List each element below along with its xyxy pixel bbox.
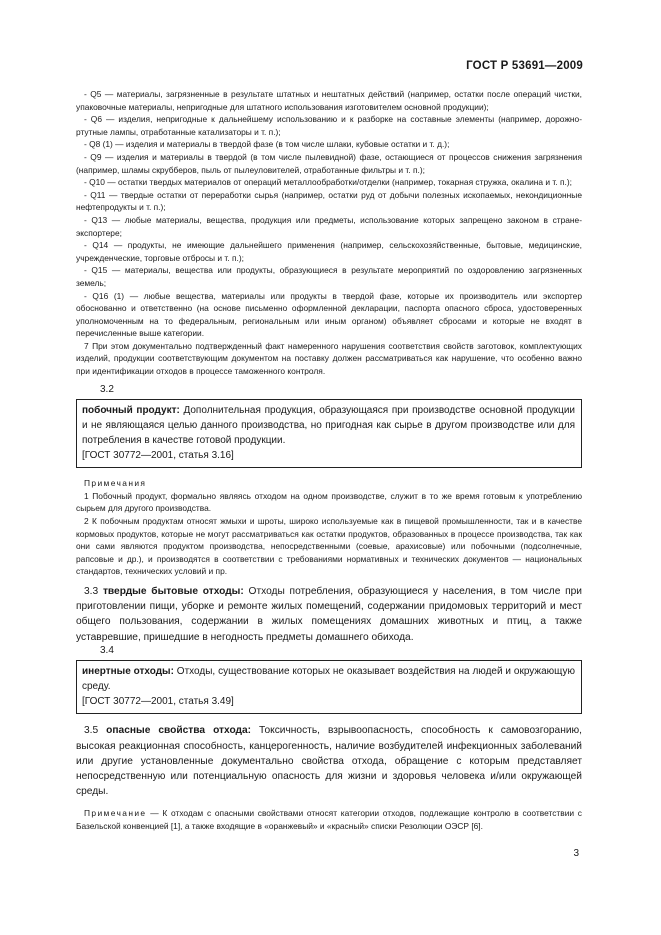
note-7: 7 При этом документально подтвержденный факт намеренного нарушения соответствия свойств заготовок, комплектующих изделий, продукции соответствующим документом на поставку должен рассматриваться как нарушение, что особенно важно при идентификации отходов в процессе таможенного контроля. bbox=[76, 340, 582, 377]
note-item: 2 К побочным продуктам относят жмыхи и шроты, широко используемые как в пищевой промышленности, так и в качестве кормовых продуктов, которые не могут рассматриваться как остатки продуктов, образованных в процессе производства, так как они сами являются продуктом производства, непосредственными (соевые, арахисовые) или побочными (подсолнечные, рапсовые и др.), и производятся в соответствии с требованиями нормативных и технических документов — национальных стандартов, технических условий и пр. bbox=[76, 516, 582, 577]
list-item: - Q14 — продукты, не имеющие дальнейшего применения (например, сельскохозяйственные, бытовые, медицинские, учрежденческие, торговые отбросы и т. п.); bbox=[76, 240, 582, 263]
list-item: - Q11 — твердые остатки от переработки сырья (например, остатки руд от добычи полезных ископаемых, некондиционные нефтепродукты и т. п.); bbox=[76, 189, 582, 213]
definition-3-4: Отходы, существование которых не оказывает воздействия на людей и окружающую среду. bbox=[82, 666, 575, 693]
section-3-5 bbox=[76, 723, 582, 799]
final-note-text: — К отходам с опасными свойствами относят категории отходов, подлежащие контролю в соответствии с Базельской конвенцией [1], а также входящие в «оранжевый» и «красный» списки Резолюции ОЭСР [6]. bbox=[76, 808, 582, 832]
section-number-3-3: 3.3 bbox=[84, 586, 99, 597]
list-item: - Q6 — изделия, непригодные к дальнейшему использованию и к разборке на составные элементы (например, дорожно-ртутные лампы, отработанные катализаторы и т. п.); bbox=[76, 114, 582, 137]
definition-box-3-4 bbox=[76, 660, 582, 714]
reference-3-2: [ГОСТ 30772—2001, статья 3.16] bbox=[82, 450, 234, 462]
reference-3-4: [ГОСТ 30772—2001, статья 3.49] bbox=[82, 696, 234, 708]
final-note-label: Примечание bbox=[84, 808, 147, 819]
list-item: - Q15 — материалы, вещества или продукты, образующиеся в результате мероприятий по оздоровлению загрязненных земель; bbox=[76, 265, 582, 288]
notes-title: Примечания bbox=[84, 478, 147, 489]
text-3-3: Отходы потребления, образующиеся у населения, в том числе при приготовлении пищи, уборке и ремонте жилых помещений, содержании придомовых территорий и мест общего пользования, содержании в жилых помещениях домашних животных и птиц, а также уставревшие, пришедшие в негодность предметы домашнего обихода. bbox=[76, 586, 582, 643]
section-3-3 bbox=[76, 584, 582, 645]
list-item: - Q8 (1) — изделия и материалы в твердой фазе (в том числе шлаки, кубовые остатки и т. д.); bbox=[84, 139, 450, 150]
section-number-3-4: 3.4 bbox=[100, 644, 114, 656]
definition-box-3-2 bbox=[76, 399, 582, 468]
definition-3-2: Дополнительная продукция, образующаяся при производстве основной продукции и не являющаяся целью данного производства, но пригодная как сырье в другом производстве или для потребления в качестве готовой продукции. bbox=[82, 405, 575, 447]
list-item: - Q5 — материалы, загрязненные в результате штатных и нештатных действий (например, остатки после операций чистки, упаковочные материалы, непригодные для штатного использования изготовителем основной продукции); bbox=[76, 89, 582, 112]
list-item: - Q16 (1) — любые вещества, материалы или продукты в твердой фазе, которые их производитель или экспортер обоснованно и ответственно (на основе письменно оформленной декларации, паспорта опасного сброса, удостоверенных уполномоченным на то федеральным, региональным или иным органом) объявляет сбросами и которые не входят в перечисленные выше категории. bbox=[76, 290, 582, 339]
note-item: 1 Побочный продукт, формально являясь отходом на одном производстве, служит в то же время готовым к употреблению сырьем для другого производства. bbox=[76, 490, 582, 514]
list-item: - Q9 — изделия и материалы в твердой (в том числе пылевидной) фазе, остающиеся от процессов снижения загрязнения (например, шламы скрубберов, пыль от пылеуловителей, отработанные фильтры и т. п.); bbox=[76, 151, 582, 175]
term-3-2: побочный продукт: bbox=[82, 405, 180, 417]
term-3-4: инертные отходы: bbox=[82, 666, 174, 678]
main-content bbox=[76, 88, 582, 833]
list-item: - Q10 — остатки твердых материалов от операций металлообработки/отделки (например, токарная стружка, окалина и т. п.); bbox=[84, 177, 572, 188]
section-number-3-5: 3.5 bbox=[84, 725, 99, 737]
term-3-5: опасные свойства отхода: bbox=[106, 725, 252, 737]
page-number: 3 bbox=[573, 848, 579, 859]
standard-header: ГОСТ Р 53691—2009 bbox=[466, 60, 583, 72]
list-item: - Q13 — любые материалы, вещества, продукция или предметы, использование которых запрещено законом в стране-экспортере; bbox=[76, 214, 582, 238]
final-note bbox=[76, 807, 582, 832]
term-3-3: твердые бытовые отходы: bbox=[102, 586, 244, 597]
section-number-3-2: 3.2 bbox=[100, 383, 114, 395]
text-3-5: Токсичность, взрывоопасность, способность к самовозгоранию, высокая реакционная способность, канцерогенность, наличие возбудителей инфекционных заболеваний или другие установленные документально свойства отхода, обращение с которым представляет непосредственную или потенциальную опасность для жизни и здоровья человека и/или окружающей среды. bbox=[76, 725, 582, 798]
